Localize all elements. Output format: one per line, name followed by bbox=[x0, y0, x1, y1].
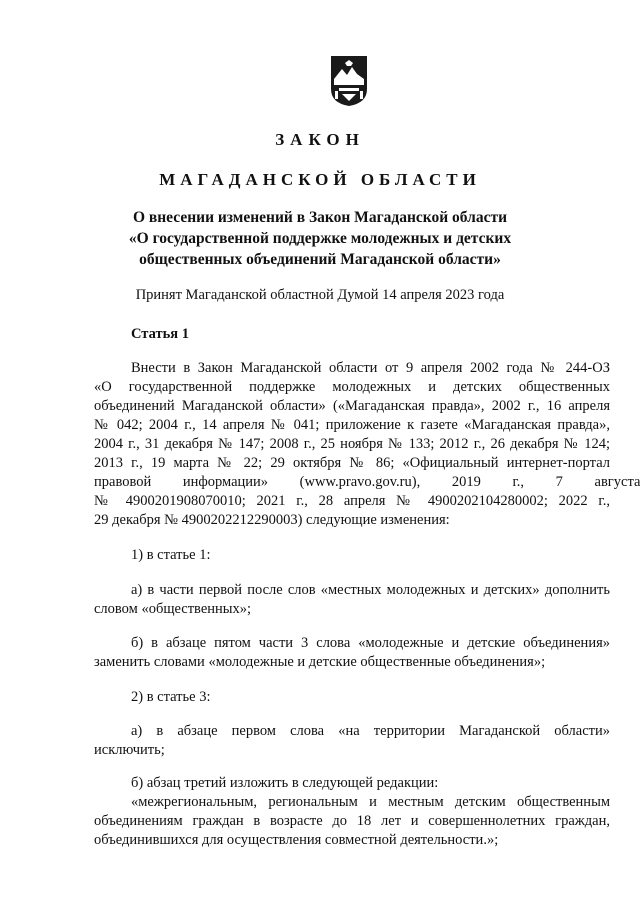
intro-line-6: 2013 г., 19 марта № 22; 29 октября № 86; «Официальный интернет-портал bbox=[94, 455, 610, 471]
item-2a-line-1: а) в абзаце первом слова «на территории Магаданской области» bbox=[131, 723, 610, 739]
document-region: МАГАДАНСКОЙ ОБЛАСТИ bbox=[159, 170, 481, 189]
adoption-line: Принят Магаданской областной Думой 14 апреля 2023 года bbox=[135, 287, 505, 303]
intro-line-5: 2004 г., 31 декабря № 147; 2008 г., 25 ноября № 133; 2012 г., 26 декабря № 124; bbox=[94, 436, 610, 452]
item-2a-line-2: исключить; bbox=[94, 742, 165, 758]
subject-line-1: О внесении изменений в Закон Магаданской области bbox=[132, 209, 508, 226]
intro-line-1: Внести в Закон Магаданской области от 9 апреля 2002 года № 244-ОЗ bbox=[131, 360, 610, 376]
intro-line-2: «О государственной поддержке молодежных и детских общественных bbox=[94, 379, 610, 395]
document-title: ЗАКОН bbox=[275, 130, 365, 149]
intro-line-3: объединений Магаданской области» («Магаданская правда», 2002 г., 16 апреля bbox=[94, 398, 610, 414]
article-heading: Статья 1 bbox=[131, 326, 189, 342]
item-1b-line-1: б) в абзаце пятом части 3 слова «молодежные и детские объединения» bbox=[131, 635, 610, 651]
subject-line-2: «О государственной поддержке молодежных и детских bbox=[128, 230, 512, 247]
item-1: 1) в статье 1: bbox=[131, 547, 211, 563]
item-1a-line-2: словом «общественных»; bbox=[94, 601, 252, 617]
intro-line-9: 29 декабря № 4900202212290003) следующие изменения: bbox=[94, 512, 450, 528]
quote-line-3: объединившихся для осуществления совместной деятельности.»; bbox=[94, 832, 499, 848]
item-1b-line-2: заменить словами «молодежные и детские общественные объединения»; bbox=[94, 654, 546, 670]
quote-line-1: «межрегиональным, региональным и местным детским общественным bbox=[131, 794, 610, 810]
item-2b: б) абзац третий изложить в следующей редакции: bbox=[131, 775, 439, 791]
subject-line-3: общественных объединений Магаданской области» bbox=[139, 251, 501, 268]
intro-line-8: № 4900201908070010; 2021 г., 28 апреля № 4900202104280002; 2022 г., bbox=[94, 493, 610, 509]
item-2: 2) в статье 3: bbox=[131, 689, 211, 705]
intro-line-7: правовой информации» (www.pravo.gov.ru), 2019 г., 7 августа bbox=[94, 474, 640, 490]
quote-line-2: объединениям граждан в возрасте до 18 лет и совершеннолетних граждан, bbox=[94, 813, 610, 829]
coat-of-arms-icon bbox=[330, 55, 368, 107]
item-1a-line-1: а) в части первой после слов «местных молодежных и детских» дополнить bbox=[131, 582, 610, 598]
intro-line-4: № 042; 2004 г., 14 апреля № 041; приложение к газете «Магаданская правда», bbox=[94, 417, 610, 433]
